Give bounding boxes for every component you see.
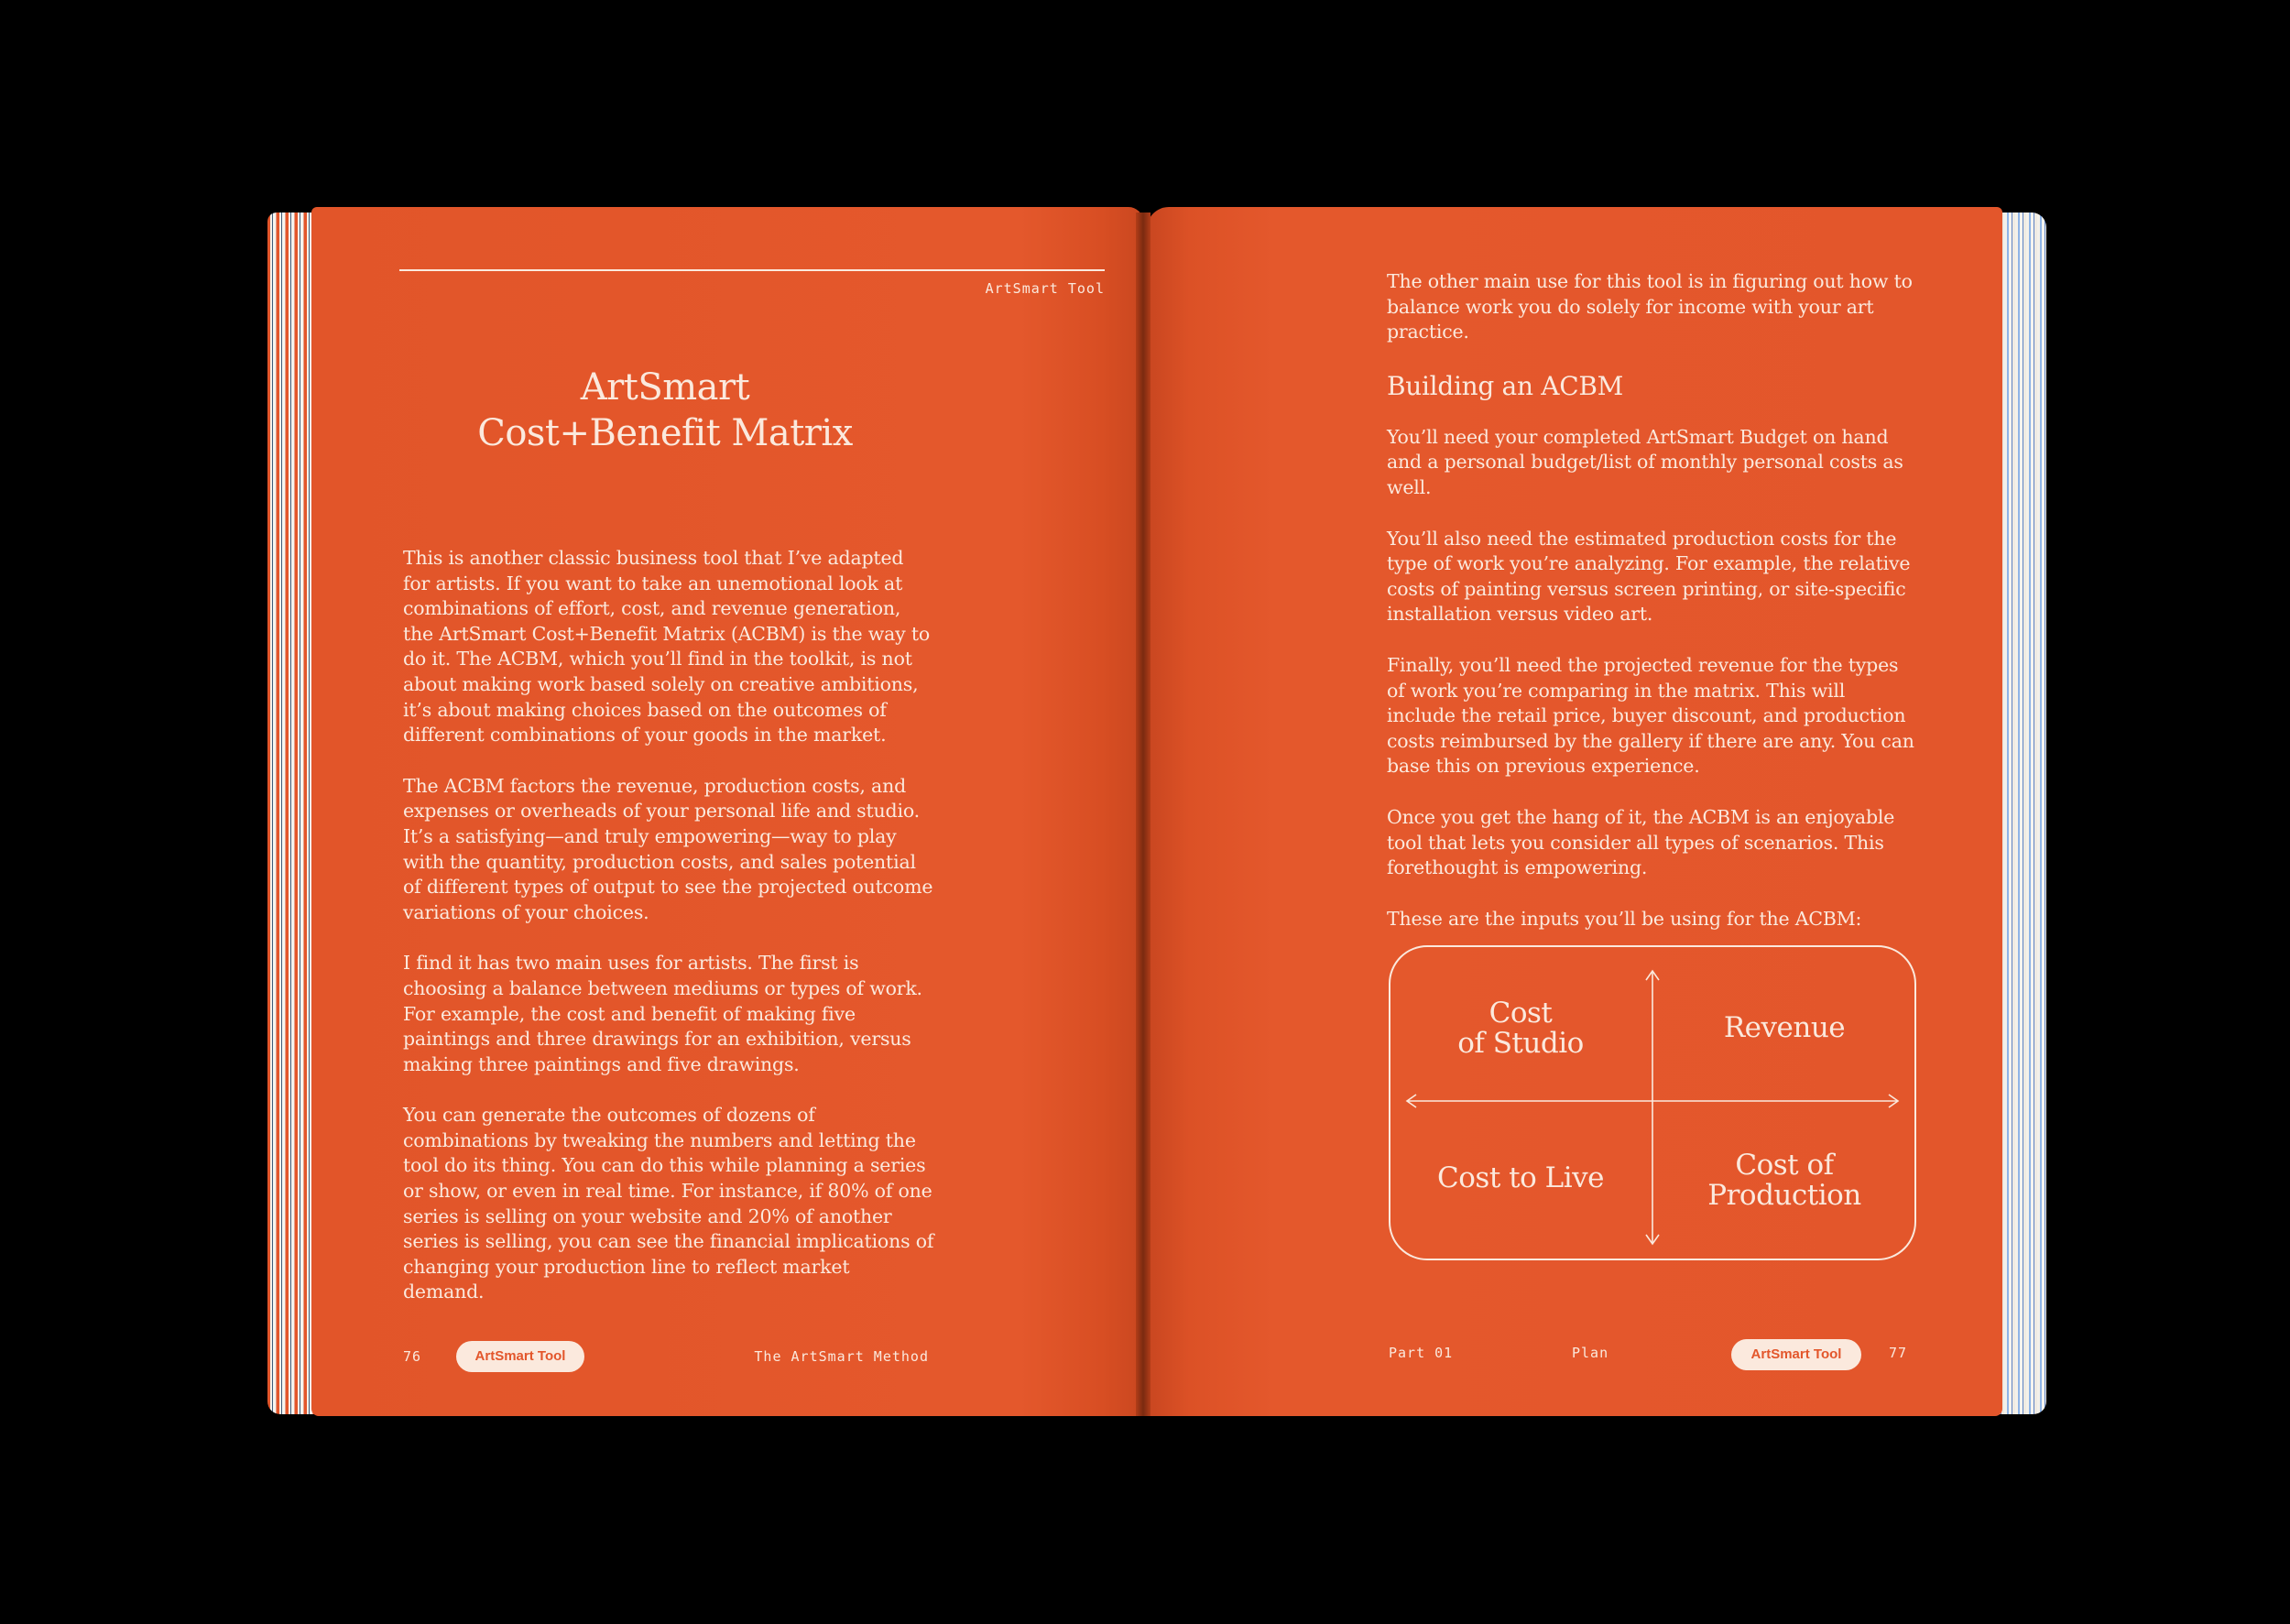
page-title bbox=[399, 365, 931, 456]
paragraph: You’ll need your completed ArtSmart Budget on hand and a personal budget/list of monthly personal costs as well. bbox=[1387, 425, 1903, 498]
matrix-cost-of-studio: Cost of Studio bbox=[1457, 997, 1584, 1060]
matrix-axes bbox=[1389, 945, 1916, 1260]
matrix-revenue: Revenue bbox=[1723, 1011, 1846, 1044]
book-title-footer: The ArtSmart Method bbox=[754, 1348, 929, 1365]
section-label: Plan bbox=[1572, 1345, 1609, 1361]
paragraph: This is another classic business tool that I’ve adapted for artists. If you want to take an unemotional look at combinations of effort, cost, and revenue generation, the ArtSmart Cost+Benefit Matrix (ACBM) is the way to do it. The ACBM, which you’ll find in the toolkit, is not about making work based solely on creative ambitions, it’s about making choices based on the outcomes of different combinations of your goods in the market. bbox=[403, 547, 931, 747]
matrix-cost-to-live: Cost to Live bbox=[1437, 1161, 1604, 1194]
paragraph: You’ll also need the estimated production costs for the type of work you’re analyzing. For example, the relative costs of painting versus screen printing, or site-specific installation versus video art. bbox=[1387, 527, 1911, 626]
section-pill-right: ArtSmart Tool bbox=[1731, 1339, 1861, 1370]
paragraph: Once you get the hang of it, the ACBM is an enjoyable tool that lets you consider all types of scenarios. This forethought is empowering. bbox=[1387, 805, 1895, 879]
title-line-1: ArtSmart bbox=[580, 366, 750, 409]
paragraph: These are the inputs you’ll be using for the ACBM: bbox=[1387, 907, 1862, 930]
right-body-column bbox=[1387, 269, 1918, 957]
section-subheading: Building an ACBM bbox=[1387, 370, 1623, 401]
section-pill-left: ArtSmart Tool bbox=[456, 1341, 584, 1372]
page-number-right: 77 bbox=[1889, 1345, 1908, 1361]
book-gutter bbox=[1136, 213, 1150, 1416]
paragraph: The ACBM factors the revenue, production costs, and expenses or overheads of your personal life and studio. It’s a satisfying—and truly empowering—way to play with the quantity, production costs, and sales potential of different types of output to see the projected outcome variations of your choices. bbox=[403, 774, 933, 923]
paragraph: I find it has two main uses for artists. The first is choosing a balance between mediums or types of work. For example, the cost and benefit of making five paintings and three drawings for an exhibition, versus making three paintings and five drawings. bbox=[403, 952, 922, 1075]
paragraph: You can generate the outcomes of dozens of combinations by tweaking the numbers and letting the tool do its thing. You can do this while planning a series or show, or even in real time. For instance, if 80% of one series is selling on your website and 20% of another series is selling, you can see the financial implications of changing your production line to reflect market demand. bbox=[403, 1104, 934, 1303]
paragraph: The other main use for this tool is in figuring out how to balance work you do solely for income with your art practice. bbox=[1387, 270, 1913, 343]
part-label: Part 01 bbox=[1389, 1345, 1454, 1361]
left-body-column bbox=[403, 546, 934, 1331]
title-line-2: Cost+Benefit Matrix bbox=[477, 412, 853, 454]
running-head-rule bbox=[399, 269, 1105, 271]
running-head: ArtSmart Tool bbox=[985, 280, 1105, 297]
page-number-left: 76 bbox=[403, 1348, 422, 1365]
paragraph: Finally, you’ll need the projected revenue for the types of work you’re comparing in the matrix. This will include the retail price, buyer discount, and production costs reimbursed by the gallery if there are any. You can base this on previous experience. bbox=[1387, 653, 1914, 778]
matrix-cost-of-production: Cost of Production bbox=[1707, 1149, 1861, 1212]
